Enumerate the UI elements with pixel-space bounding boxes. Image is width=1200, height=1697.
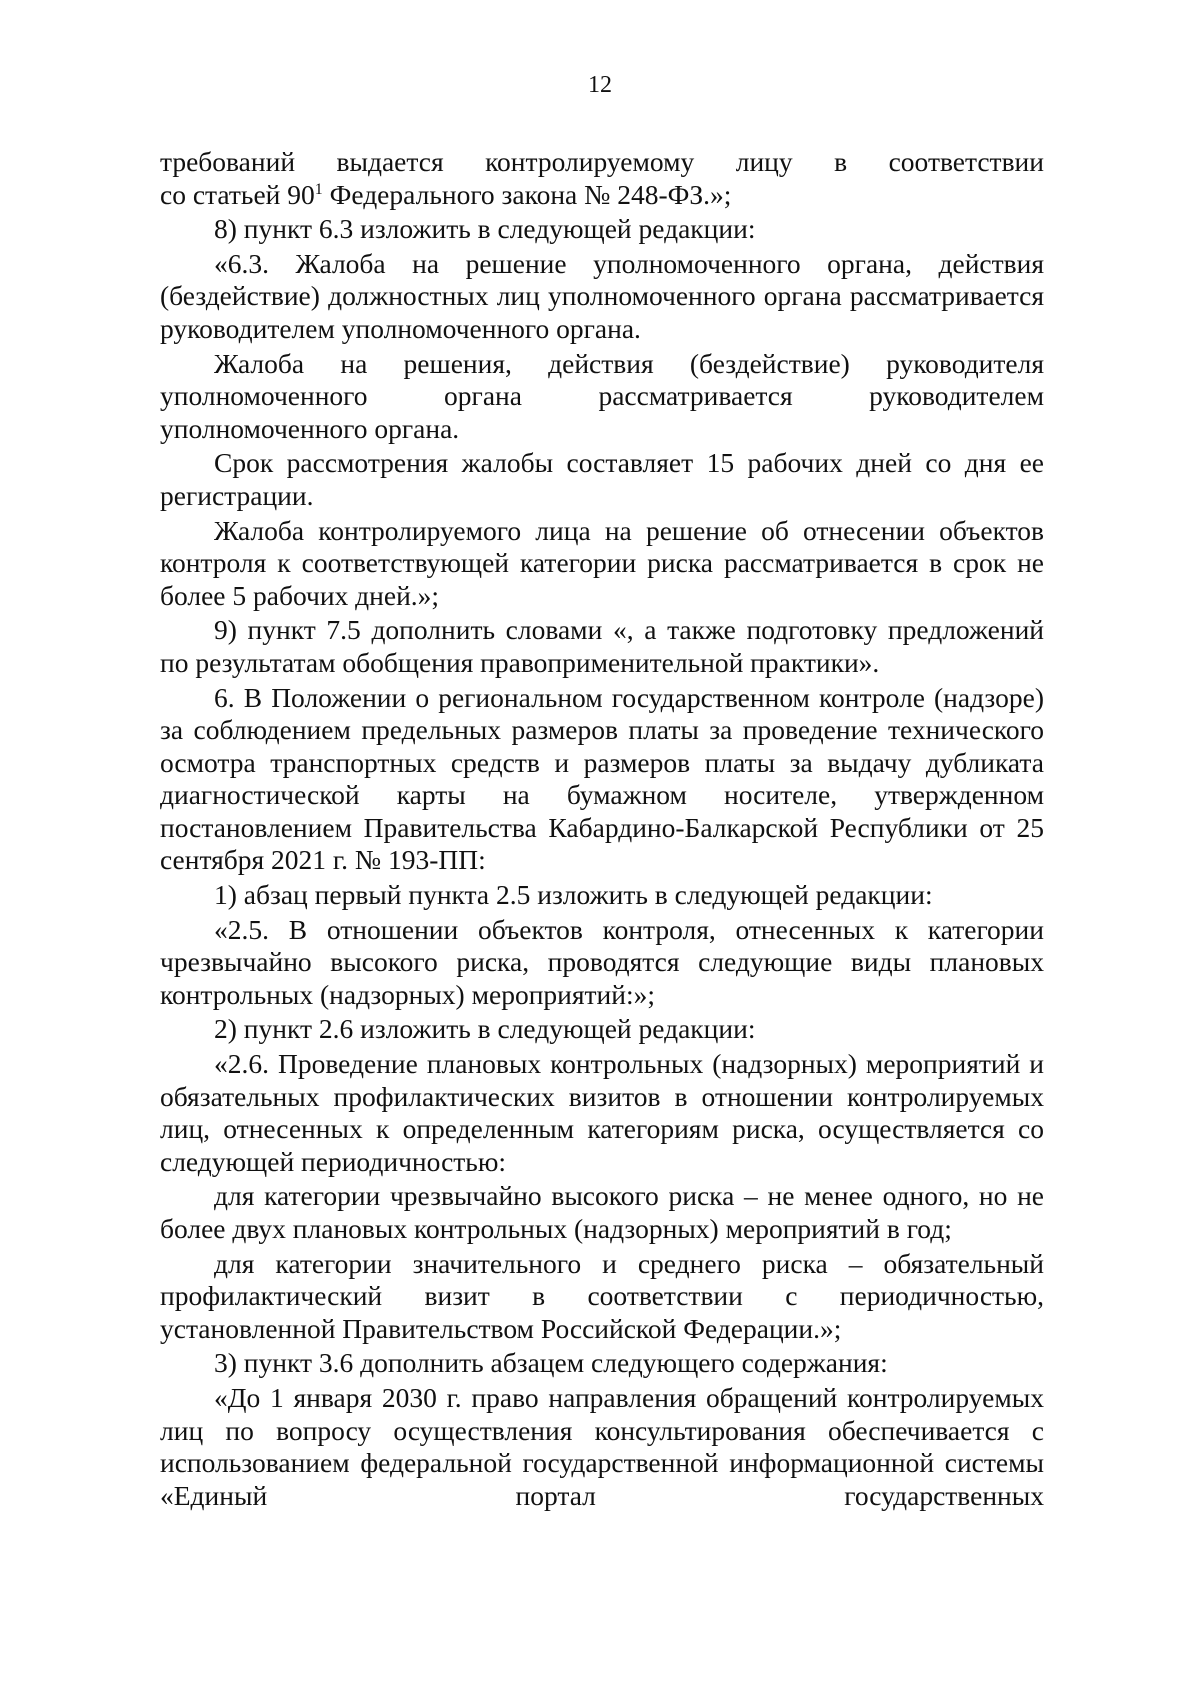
paragraph: Жалоба контролируемого лица на решение об отнесении объектов контроля к соответствующей категории риска рассматривается в срок не более 5 рабочих дней.»; — [160, 514, 1044, 611]
paragraph: для категории чрезвычайно высокого риска – не менее одного, но не более двух плановых контрольных (надзорных) мероприятий в год; — [160, 1180, 1044, 1244]
superscript: 1 — [314, 180, 323, 198]
paragraph-text: со статьей 90 — [160, 178, 315, 210]
paragraph: 9) пункт 7.5 дополнить словами «, а также подготовку предложений по результатам обобщения правоприменительной практики». — [160, 614, 1044, 678]
paragraph: для категории значительного и среднего риска – обязательный профилактический визит в соответствии с периодичностью, установленной Правительством Российской Федерации.»; — [160, 1247, 1044, 1344]
paragraph: Срок рассмотрения жалобы составляет 15 рабочих дней со дня ее регистрации. — [160, 447, 1044, 511]
paragraph: «2.5. В отношении объектов контроля, отнесенных к категории чрезвычайно высокого риска, проводятся следующие виды плановых контрольных (надзорных) мероприятий:»; — [160, 913, 1044, 1010]
document-body — [160, 146, 1044, 1512]
paragraph: 2) пункт 2.6 изложить в следующей редакции: — [214, 1013, 756, 1045]
paragraph: «До 1 января 2030 г. право направления обращений контролируемых лиц по вопросу осуществления консультирования обеспечивается с использованием федеральной государственной информационной системы «Единый портал государственных — [160, 1381, 1044, 1511]
paragraph: 3) пункт 3.6 дополнить абзацем следующего содержания: — [214, 1347, 888, 1379]
paragraph-with-superscript — [160, 179, 1044, 212]
page-number: 12 — [588, 72, 612, 98]
paragraph: 8) пункт 6.3 изложить в следующей редакции: — [214, 213, 756, 245]
paragraph: требований выдается контролируемому лицу в соответствии — [160, 146, 1044, 177]
paragraph: «6.3. Жалоба на решение уполномоченного органа, действия (бездействие) должностных лиц уполномоченного органа рассматривается руководителем уполномоченного органа. — [160, 247, 1044, 344]
paragraph: Жалоба на решения, действия (бездействие) руководителя уполномоченного органа рассматривается руководителем уполномоченного органа. — [160, 347, 1044, 444]
paragraph-text: Федерального закона № 248-ФЗ.»; — [322, 178, 732, 210]
paragraph: «2.6. Проведение плановых контрольных (надзорных) мероприятий и обязательных профилактических визитов в отношении контролируемых лиц, отнесенных к определенным категориям риска, осуществляется со следующей периодичностью: — [160, 1048, 1044, 1177]
paragraph: 6. В Положении о региональном государственном контроле (надзоре) за соблюдением предельных размеров платы за проведение технического осмотра транспортных средств и размеров платы за выдачу дубликата диагностической карты на бумажном носителе, утвержденном постановлением Правительства Кабардино-Балкарской Республики от 25 сентября 2021 г. № 193-ПП: — [160, 681, 1044, 876]
paragraph: 1) абзац первый пункта 2.5 изложить в следующей редакции: — [214, 879, 933, 911]
